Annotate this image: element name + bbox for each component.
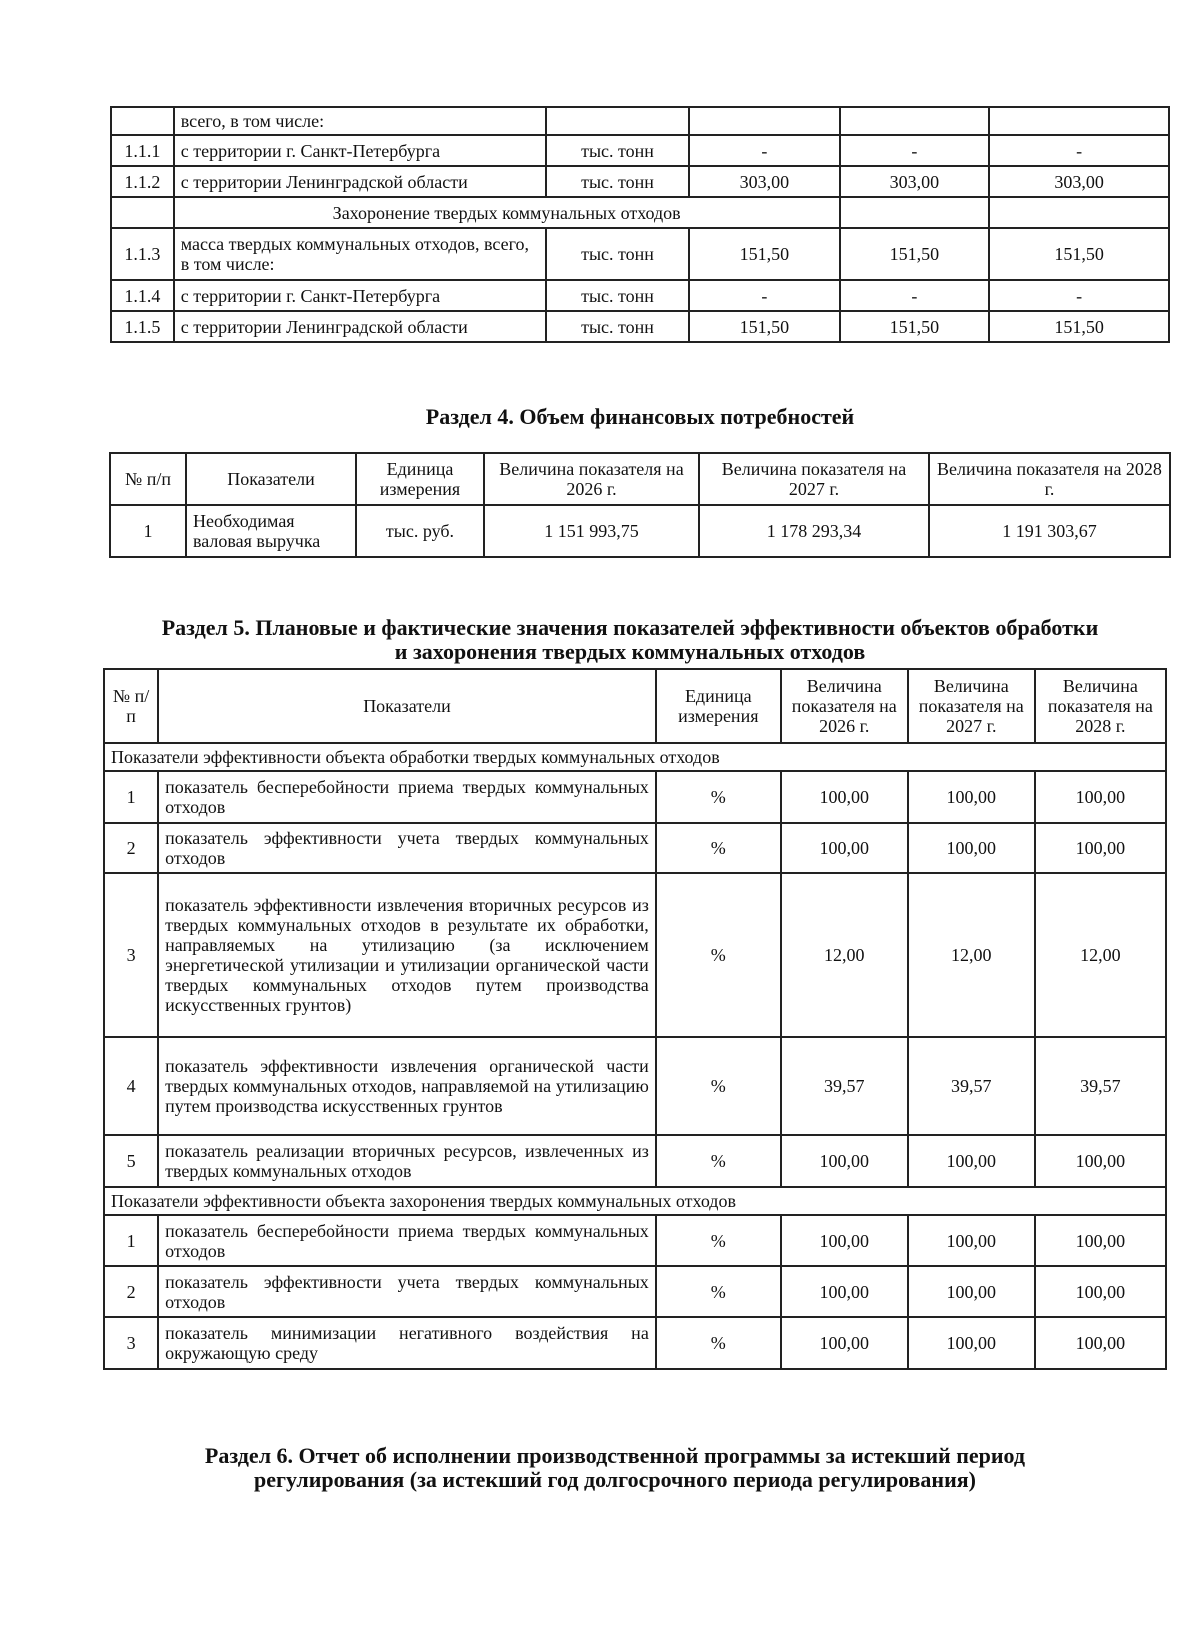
table-cell: 100,00 [1035,1135,1166,1187]
table-row [110,505,1170,557]
table-cell: % [656,823,781,873]
table-cell: % [656,1135,781,1187]
table-cell: с территории г. Санкт-Петербурга [174,135,546,166]
section5-title: Раздел 5. Плановые и фактические значения показателей эффективности объектов обработки и захоронения твердых коммунальных отходов [161,615,1099,664]
table-cell: % [656,1215,781,1266]
table-cell: Величина показателя на 2028 г. [929,453,1170,505]
table-cell: показатель эффективности учета твердых коммунальных отходов [158,1266,656,1317]
table-cell: 1.1.1 [111,135,174,166]
table-cell: 12,00 [1035,873,1166,1037]
finance-table [109,452,1171,558]
table-row [104,1317,1166,1369]
table-cell: 151,50 [840,228,990,280]
table-cell: 4 [104,1037,158,1135]
table-cell: 100,00 [781,1266,908,1317]
table-cell: 1 [110,505,186,557]
table-cell: 12,00 [781,873,908,1037]
table-cell: 1 [104,771,158,823]
table-cell: масса твердых коммунальных отходов, всего, в том числе: [174,228,546,280]
table-cell: - [989,280,1169,311]
table-cell: 100,00 [1035,1215,1166,1266]
table-cell: 100,00 [781,1135,908,1187]
group-processing-label: Показатели эффективности объекта обработки твердых коммунальных отходов [104,743,1166,771]
table-cell: Показатели [186,453,356,505]
table-row [111,280,1169,311]
table-row [104,1266,1166,1317]
table-row [111,135,1169,166]
table-cell: 100,00 [908,1317,1035,1369]
table-cell: 39,57 [781,1037,908,1135]
table-cell: тыс. тонн [546,135,689,166]
table-cell: - [840,135,990,166]
table-row [104,771,1166,823]
table-cell: Необходимая валовая выручка [186,505,356,557]
table-cell: 100,00 [781,771,908,823]
table-cell: 100,00 [1035,1266,1166,1317]
table-cell: Величина показателя на 2028 г. [1035,669,1166,743]
table-cell: 2 [104,823,158,873]
table-cell: 151,50 [989,228,1169,280]
table-cell: показатель эффективности извлечения органической части твердых коммунальных отходов, направляемой на утилизацию путем производства искусственных грунтов [158,1037,656,1135]
table-cell: 100,00 [781,1317,908,1369]
table-cell: тыс. руб. [356,505,484,557]
table-cell: показатель реализации вторичных ресурсов, извлеченных из твердых коммунальных отходов [158,1135,656,1187]
table-header-row [104,669,1166,743]
table-cell: тыс. тонн [546,228,689,280]
section4-title: Раздел 4. Объем финансовых потребностей [425,404,855,429]
table-row [104,1215,1166,1266]
table-row [104,1037,1166,1135]
table-cell: 1 178 293,34 [699,505,929,557]
table-cell: 39,57 [1035,1037,1166,1135]
table-row [104,873,1166,1037]
table-cell: Показатели [158,669,656,743]
table-cell: 151,50 [689,311,840,342]
table-cell: % [656,873,781,1037]
table-cell: 1.1.5 [111,311,174,342]
table-row [111,311,1169,342]
table-row [104,823,1166,873]
table-cell: 100,00 [781,1215,908,1266]
table-cell: Величина показателя на 2027 г. [908,669,1035,743]
table-subheader-row [111,197,1169,228]
table-cell: всего, в том числе: [174,107,546,135]
table-cell: № п/п [104,669,158,743]
table-cell: 3 [104,873,158,1037]
table-cell: 100,00 [1035,771,1166,823]
table-cell: % [656,1266,781,1317]
table-row [111,107,1169,135]
table-cell: - [689,280,840,311]
table-cell [840,197,990,228]
table-cell: 1 191 303,67 [929,505,1170,557]
table-cell: 303,00 [689,166,840,197]
table-cell [689,107,840,135]
table-cell [989,107,1169,135]
table-cell: 39,57 [908,1037,1035,1135]
table-cell: показатель бесперебойности приема твердых коммунальных отходов [158,771,656,823]
table-cell: Величина показателя на 2026 г. [484,453,699,505]
table-cell: 151,50 [840,311,990,342]
table-cell: Величина показателя на 2026 г. [781,669,908,743]
table-cell: - [989,135,1169,166]
table-cell: 3 [104,1317,158,1369]
table-cell: 5 [104,1135,158,1187]
table-cell [840,107,990,135]
table-cell: показатель эффективности учета твердых коммунальных отходов [158,823,656,873]
group-row [104,1187,1166,1215]
table-cell: 1 151 993,75 [484,505,699,557]
table-cell: 100,00 [908,771,1035,823]
efficiency-table [103,668,1167,1370]
table-cell: № п/п [110,453,186,505]
table-cell: тыс. тонн [546,311,689,342]
table-cell: - [840,280,990,311]
table-cell: 303,00 [840,166,990,197]
table-cell: 100,00 [908,1135,1035,1187]
table-cell: 100,00 [908,1266,1035,1317]
table-cell [546,107,689,135]
table-cell: показатель бесперебойности приема твердых коммунальных отходов [158,1215,656,1266]
table-cell: 1.1.2 [111,166,174,197]
table-cell: 100,00 [1035,1317,1166,1369]
table-cell: - [689,135,840,166]
table-cell: 1.1.4 [111,280,174,311]
table-cell [111,107,174,135]
table-cell: 1 [104,1215,158,1266]
table-row [111,166,1169,197]
table-cell: Единица измерения [656,669,781,743]
table-cell: тыс. тонн [546,166,689,197]
table-cell: Единица измерения [356,453,484,505]
table-cell: 151,50 [989,311,1169,342]
table-cell: с территории г. Санкт-Петербурга [174,280,546,311]
subheader-burial: Захоронение твердых коммунальных отходов [174,197,840,228]
table-row [104,1135,1166,1187]
table-cell: 303,00 [989,166,1169,197]
table-cell: тыс. тонн [546,280,689,311]
table-cell: показатель минимизации негативного воздействия на окружающую среду [158,1317,656,1369]
group-burial-label: Показатели эффективности объекта захоронения твердых коммунальных отходов [104,1187,1166,1215]
table-cell: % [656,1317,781,1369]
table-cell: 1.1.3 [111,228,174,280]
table-cell: % [656,1037,781,1135]
table-cell: 2 [104,1266,158,1317]
table-row [111,228,1169,280]
table-cell: с территории Ленинградской области [174,311,546,342]
table-cell: 100,00 [908,823,1035,873]
table-cell: Величина показателя на 2027 г. [699,453,929,505]
table-cell [989,197,1169,228]
table-cell: 100,00 [781,823,908,873]
table-header-row [110,453,1170,505]
table-cell: % [656,771,781,823]
waste-volume-table [110,106,1170,343]
table-cell: 12,00 [908,873,1035,1037]
table-cell: с территории Ленинградской области [174,166,546,197]
table-cell: 100,00 [1035,823,1166,873]
section6-title: Раздел 6. Отчет об исполнении производственной программы за истекший период регулирования (за истекший год долгосрочного периода регулирования) [204,1443,1026,1492]
table-cell: 151,50 [689,228,840,280]
table-cell: показатель эффективности извлечения вторичных ресурсов из твердых коммунальных отходов в результате их обработки, направляемых на утилизацию (за исключением энергетической утилизации и утилизации органической части твердых коммунальных отходов путем производства искусственных грунтов) [158,873,656,1037]
table-cell: 100,00 [908,1215,1035,1266]
group-row [104,743,1166,771]
table-cell [111,197,174,228]
